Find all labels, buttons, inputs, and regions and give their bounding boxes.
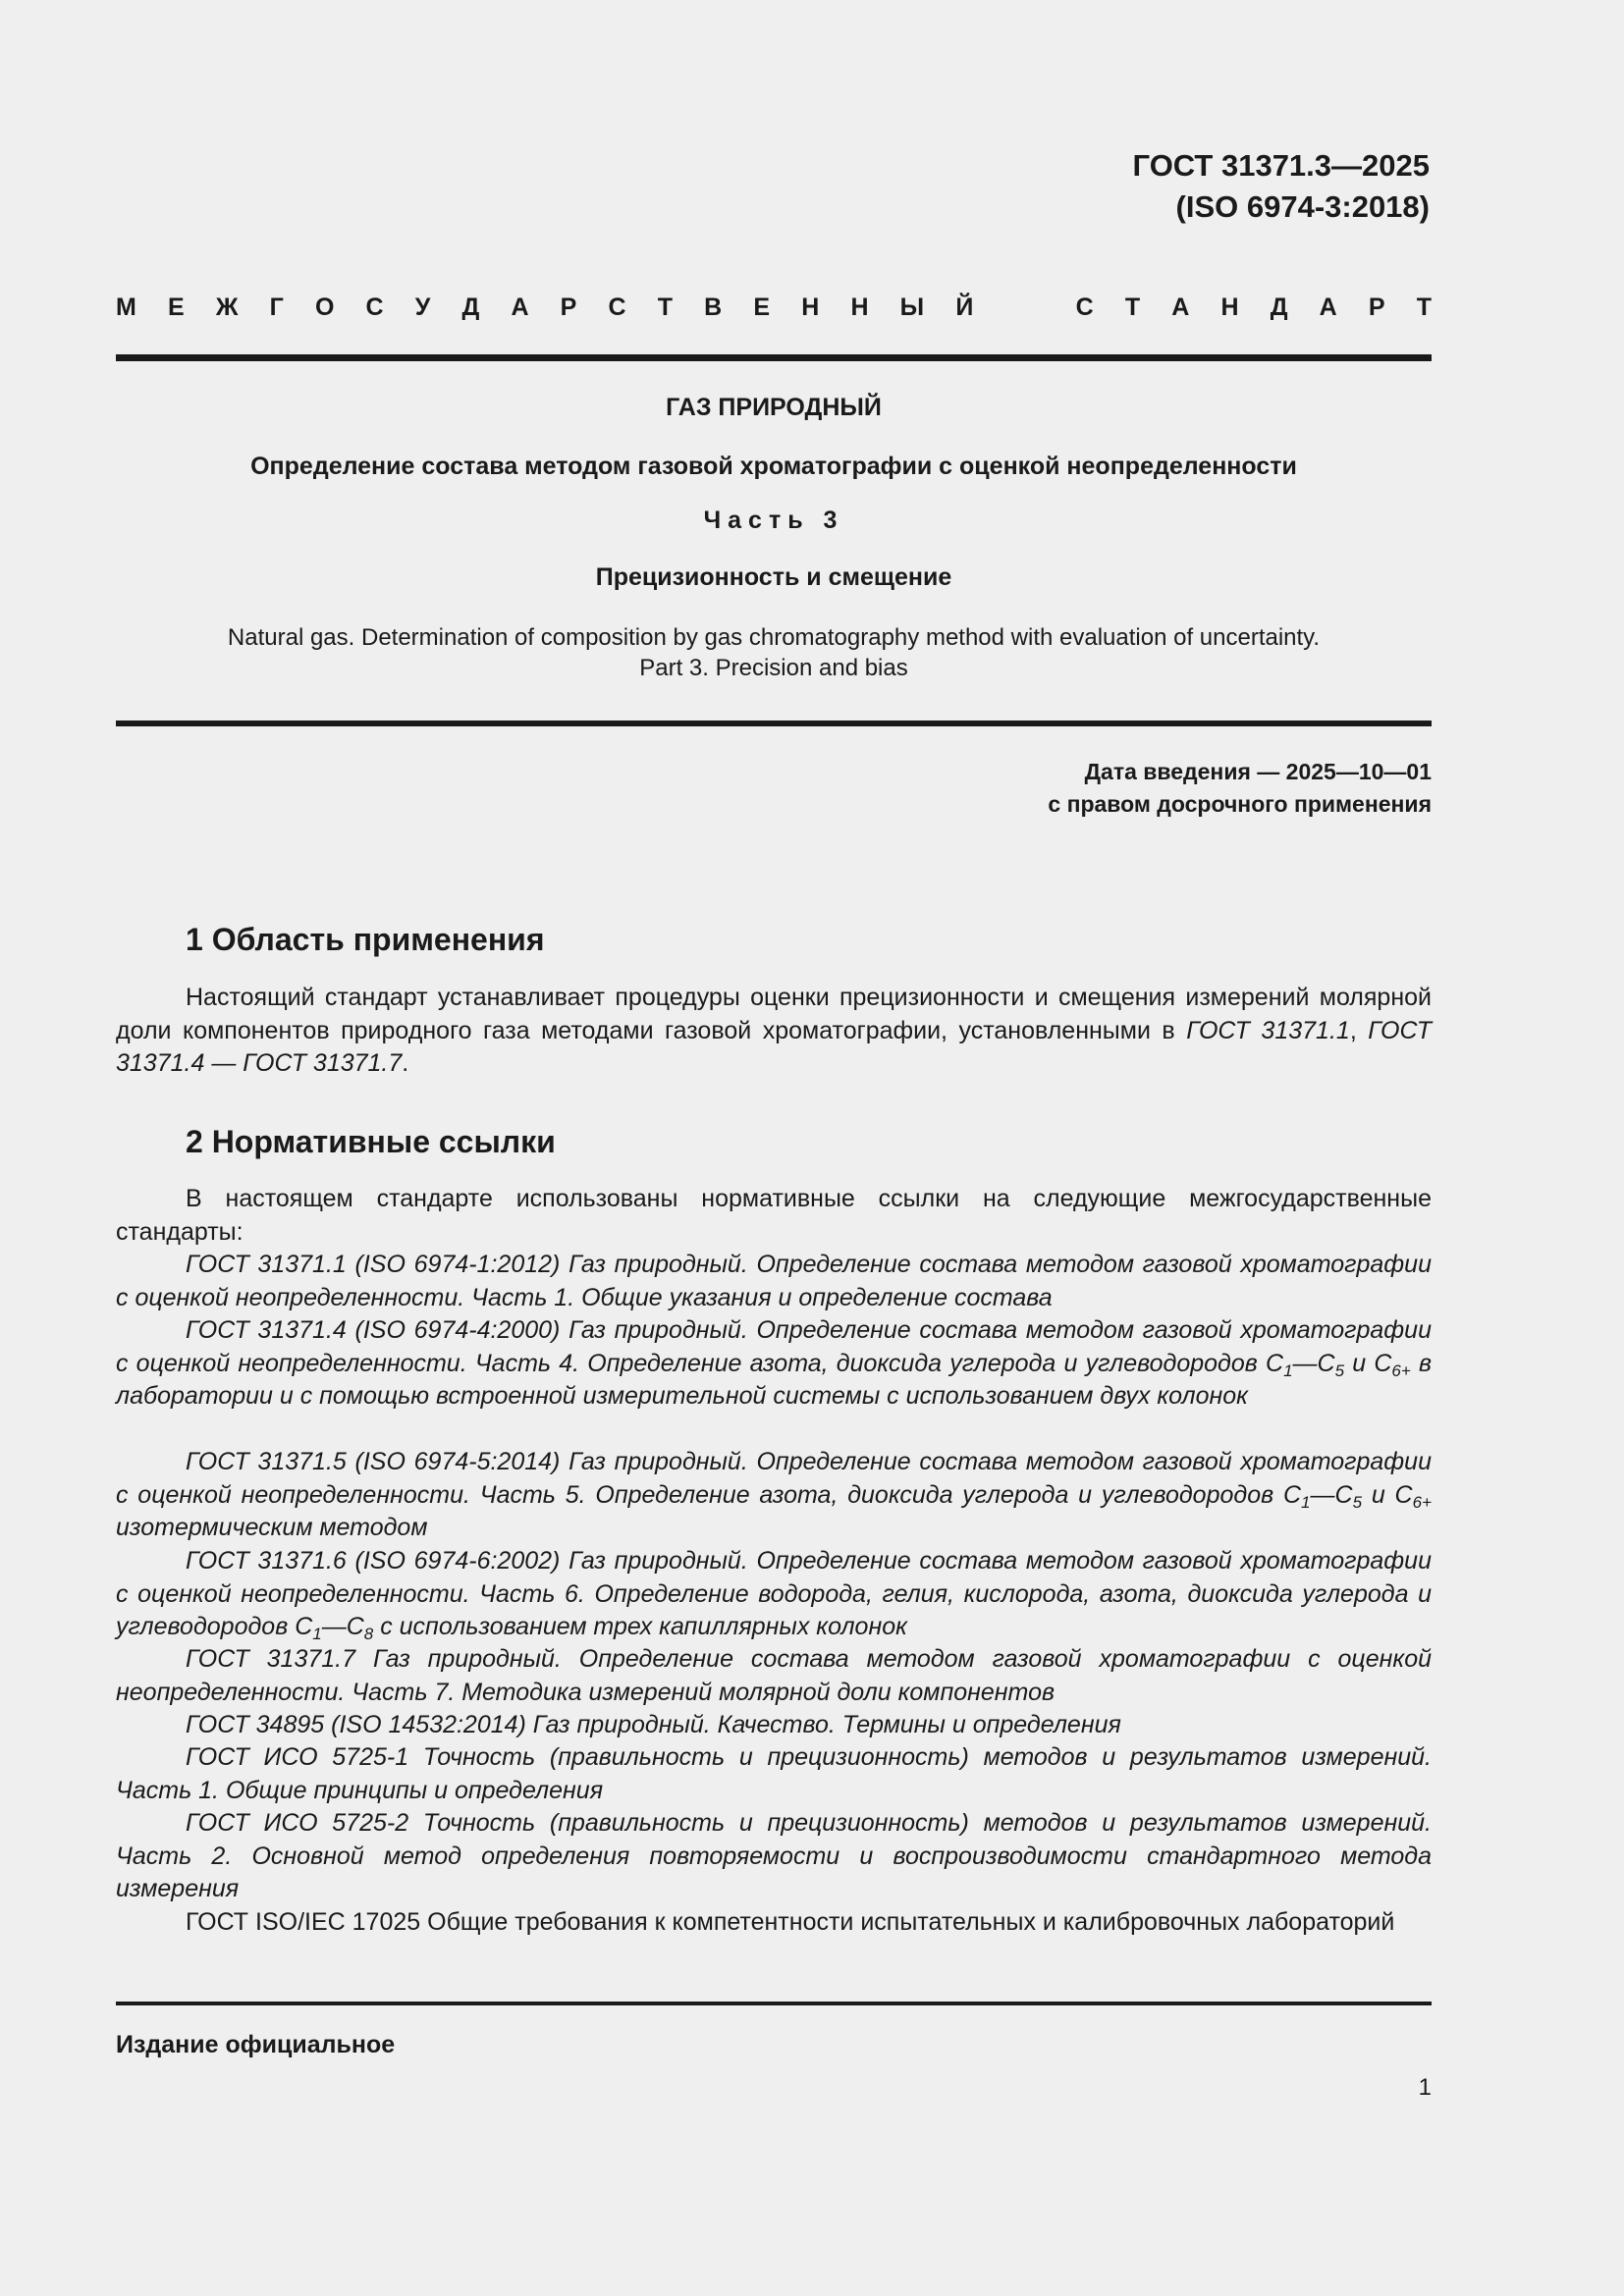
reference-item: ГОСТ ИСО 5725-2 Точность (правильность и прецизионность) методов и результатов измерений. Часть 2. Основной метод определения повторяемости и воспроизводимости стандартного метода измерения (116, 1809, 1432, 1902)
standard-type-letter: С (608, 294, 626, 321)
standard-type-letter: М (116, 294, 136, 321)
english-title-line1: Natural gas. Determination of composition by gas chromatography method with evaluation of uncertainty. (227, 624, 1321, 651)
standard-type-letter: С (1075, 294, 1094, 321)
standard-type-letter: В (704, 294, 723, 321)
reference-item: ГОСТ 31371.4 (ISO 6974-4:2000) Газ природный. Определение состава методом газовой хроматографии с оценкой неопределенности. Часть 4. Определение азота, диоксида углерода и углеводородов $С_1—С_5$ и $С_{6+}$ в лаборатории и с помощью встроенной измерительной системы с использованием двух колонок (116, 1316, 1432, 1410)
standard-type-letter: Н (850, 294, 869, 321)
footer-rule (116, 2002, 1432, 2005)
section1-heading: 1 Область применения (186, 922, 545, 957)
header-rule (116, 354, 1432, 361)
reference-item: ГОСТ 34895 (ISO 14532:2014) Газ природный. Качество. Термины и определения (186, 1711, 1121, 1738)
part-label: Часть 3 (703, 507, 844, 534)
part-title: Прецизионность и смещение (595, 563, 952, 591)
standard-type-letter: А (1319, 294, 1337, 321)
standard-type-heading (116, 291, 1432, 324)
standard-type-letter: О (314, 294, 335, 321)
standard-type-letter: Н (1220, 294, 1239, 321)
ref-gost-31371-1: ГОСТ 31371.1 (1186, 1016, 1350, 1044)
ref-gost-31371-4-7: ГОСТ 31371.4 — ГОСТ 31371.7 (116, 1016, 1432, 1077)
standard-type-letter: Т (657, 294, 674, 321)
standard-type-letter: Д (461, 294, 480, 321)
english-title-line2: Part 3. Precision and bias (639, 655, 908, 681)
standard-type-letter: Й (955, 294, 974, 321)
introduction-date-block (744, 756, 1432, 821)
standard-type-letter: Ы (899, 294, 925, 321)
gost-code-block (840, 145, 1430, 228)
section1-paragraph: Настоящий стандарт устанавливает процедуры оценки прецизионности и смещения измерений молярной доли компонентов природного газа методами газовой хроматографии, установленными в ГОСТ 31371.1, ГОСТ 31371.4 — ГОСТ 31371.7. (116, 984, 1432, 1077)
document-subtitle: Определение состава методом газовой хроматографии с оценкой неопределенности (250, 453, 1297, 480)
reference-item: ГОСТ 31371.1 (ISO 6974-1:2012) Газ природный. Определение состава методом газовой хроматографии с оценкой неопределенности. Часть 1. Общие указания и определение состава (116, 1251, 1432, 1311)
gost-code: ГОСТ 31371.3—2025 (1132, 148, 1430, 183)
word-gap (1004, 291, 1044, 324)
reference-item: ГОСТ ISO/IEC 17025 Общие требования к компетентности испытательных и калибровочных лабораторий (186, 1908, 1395, 1936)
official-edition-label: Издание официальное (116, 2031, 396, 2058)
reference-item: ГОСТ ИСО 5725-1 Точность (правильность и прецизионность) методов и результатов измерений. Часть 1. Общие принципы и определения (116, 1743, 1432, 1804)
standard-type-letter: Н (801, 294, 820, 321)
introduction-date: Дата введения — 2025—10—01 (1084, 759, 1432, 784)
standard-type-letter: А (1171, 294, 1190, 321)
standard-type-letter: Д (1270, 294, 1288, 321)
document-title: ГАЗ ПРИРОДНЫЙ (666, 394, 882, 421)
section2-heading: 2 Нормативные ссылки (186, 1124, 556, 1159)
standard-type-letter: Ж (215, 294, 239, 321)
standard-type-letter: Г (269, 294, 284, 321)
early-use-note: с правом досрочного применения (1048, 791, 1432, 817)
reference-item: ГОСТ 31371.6 (ISO 6974-6:2002) Газ природный. Определение состава методом газовой хроматографии с оценкой неопределенности. Часть 6. Определение водорода, гелия, кислорода, азота, диоксида углерода и углеводородов $С_1—С_8$ с использованием трех капиллярных колонок (116, 1547, 1432, 1643)
reference-item: ГОСТ 31371.5 (ISO 6974-5:2014) Газ природный. Определение состава методом газовой хроматографии с оценкой неопределенности. Часть 5. Определение азота, диоксида углерода и углеводородов $С_1—С_5$ и $С_{6+}$ изотермическим методом (116, 1448, 1432, 1541)
english-title (116, 622, 1432, 683)
standard-type-letter: Е (753, 294, 771, 321)
standard-type-letter: Р (1368, 294, 1385, 321)
section2-intro: В настоящем стандарте использованы нормативные ссылки на следующие межгосударственные стандарты: (116, 1185, 1432, 1246)
standard-type-letter: У (414, 294, 431, 321)
title-rule (116, 721, 1432, 726)
standard-type-letter: А (511, 294, 529, 321)
standard-type-letter: Р (560, 294, 577, 321)
standard-type-letter: Т (1124, 294, 1141, 321)
standard-type-letter: С (365, 294, 384, 321)
iso-code: (ISO 6974-3:2018) (1175, 189, 1430, 224)
standard-type-letter: Т (1416, 294, 1432, 321)
page-number: 1 (1418, 2074, 1432, 2101)
standard-type-letter: Е (167, 294, 185, 321)
reference-item: ГОСТ 31371.7 Газ природный. Определение состава методом газовой хроматографии с оценкой неопределенности. Часть 7. Методика измерений молярной доли компонентов (116, 1645, 1432, 1706)
